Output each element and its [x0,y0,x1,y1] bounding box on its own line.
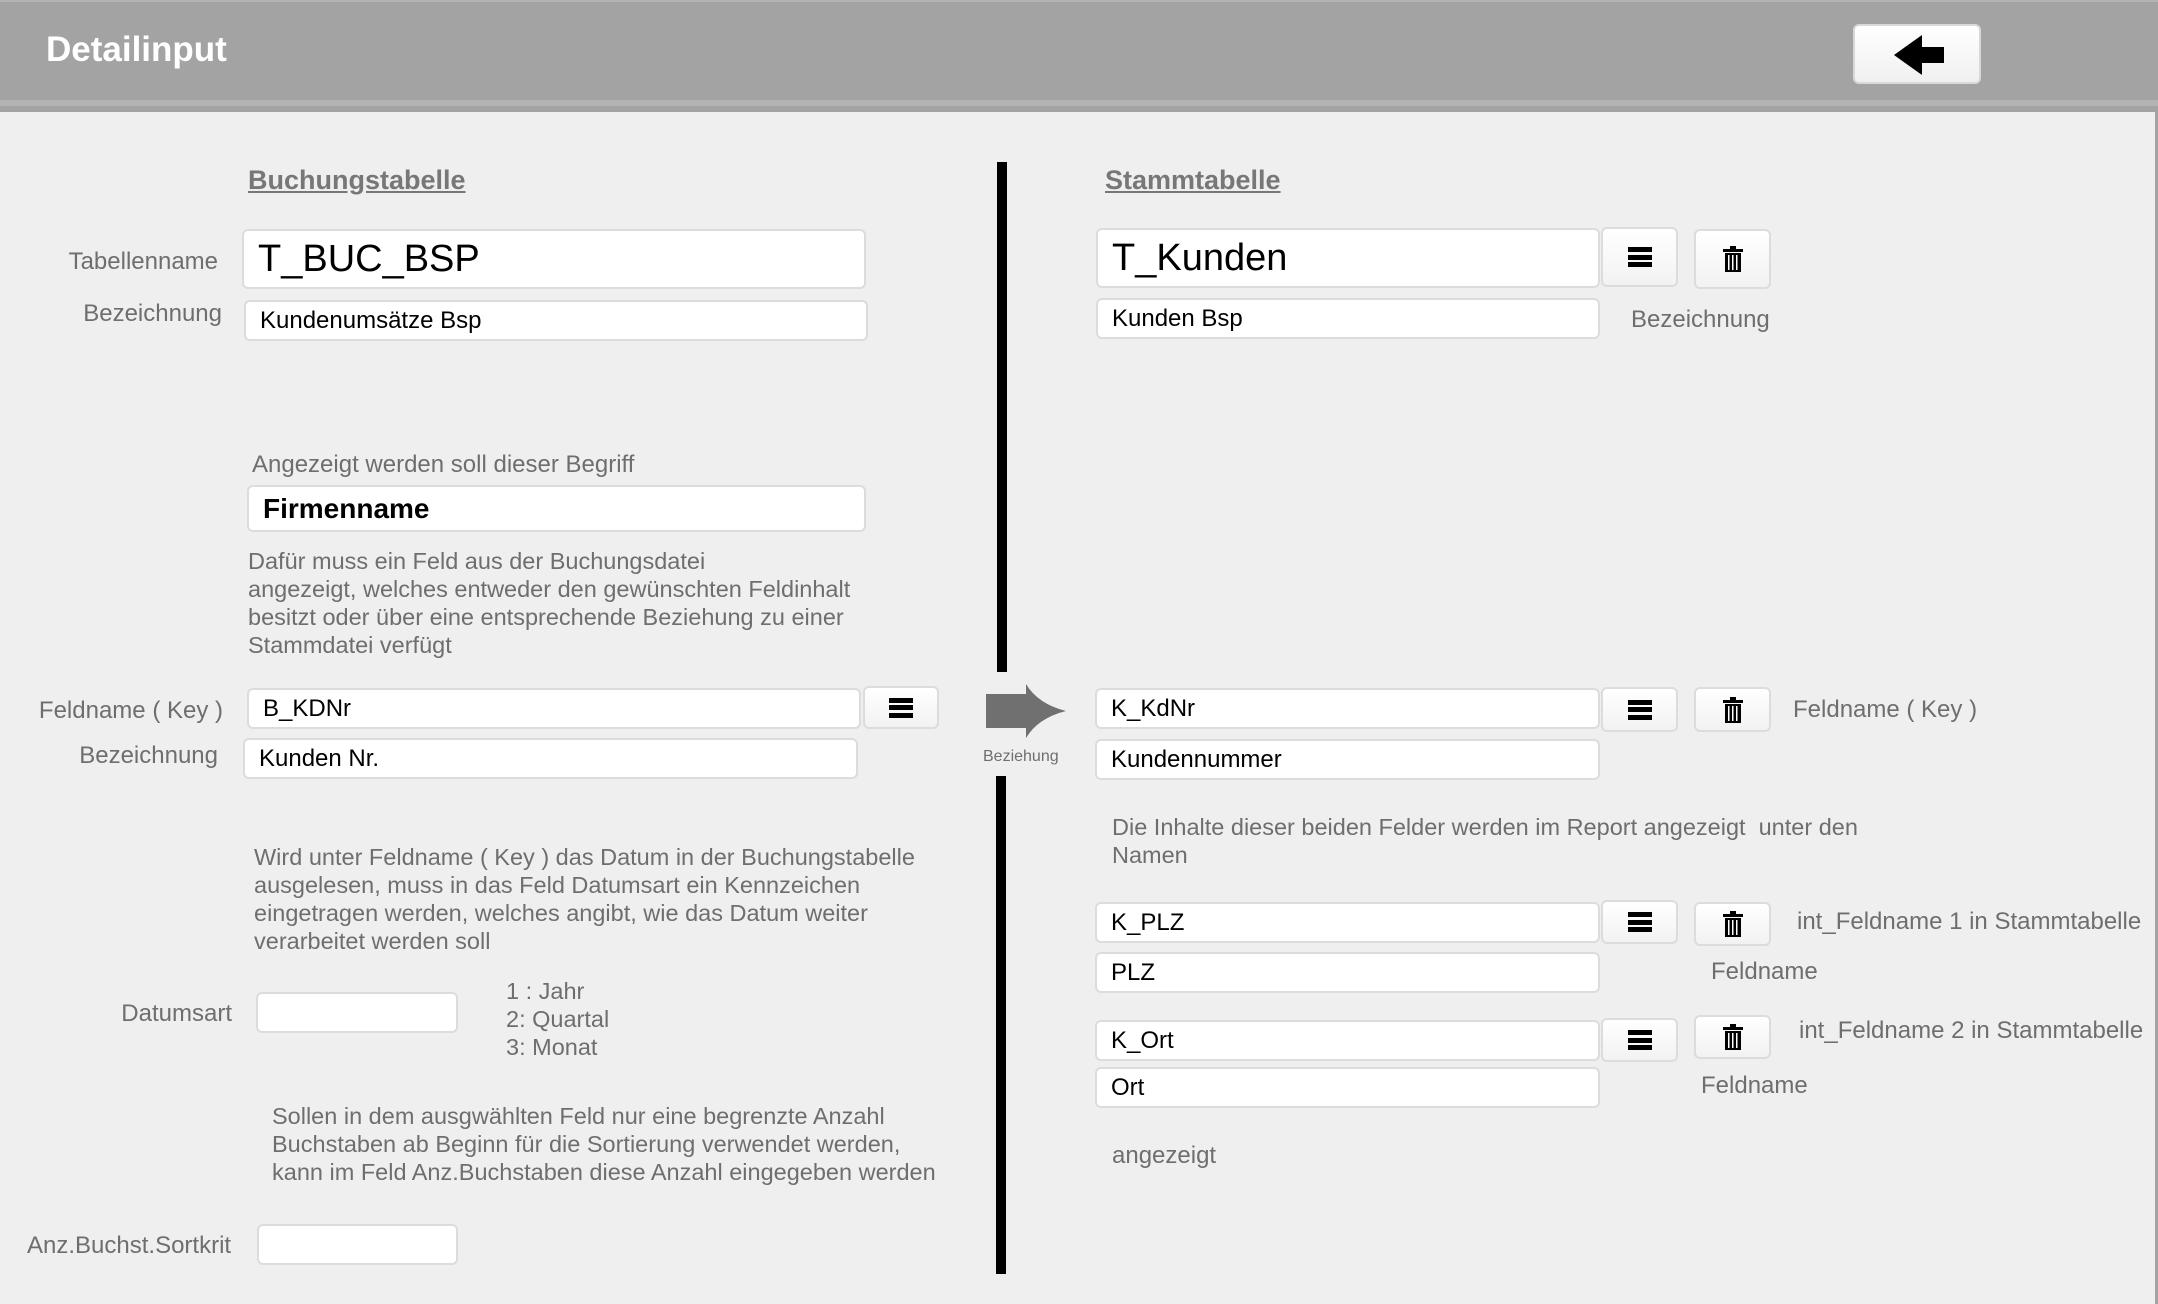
datumsart-option: 3: Monat [506,1034,598,1060]
note-line: eingetragen werden, welches angibt, wie das Datum weiter [254,900,868,926]
datumsart-options [506,977,609,1061]
list-icon [1628,912,1652,932]
key-list-button[interactable] [863,686,939,729]
note-line: Stammdatei verfügt [248,632,452,658]
relation-label: Beziehung [983,748,1059,765]
note-line: ausgelesen, muss in das Feld Datumsart ein Kennzeichen [254,872,861,898]
stamm-bezeichnung-input[interactable]: Kunden Bsp [1096,298,1600,339]
back-button[interactable] [1853,24,1981,84]
feld1-label: int_Feldname 1 in Stammtabelle [1797,908,2142,935]
stamm-tabellenname-delete-button[interactable] [1694,229,1771,289]
tabellenname-input[interactable]: T_BUC_BSP [242,229,866,289]
feld1-delete-button[interactable] [1694,902,1771,946]
key-input[interactable]: B_KDNr [247,688,861,729]
stamm-key-bezeichnung-input[interactable]: Kundennummer [1095,739,1600,780]
trash-icon [1722,1024,1744,1050]
trash-icon [1722,911,1744,937]
sort-input[interactable] [257,1224,458,1265]
feld1-name-input[interactable]: PLZ [1095,952,1600,993]
feld2-name-input[interactable]: Ort [1095,1067,1600,1108]
key-label: Feldname ( Key ) [38,697,223,724]
stamm-tabellenname-list-button[interactable] [1601,227,1678,287]
note-line: Die Inhalte dieser beiden Felder werden im Report angezeigt unter den [1112,814,1858,840]
note-line: besitzt oder über eine entsprechende Beziehung zu einer [248,604,844,630]
title-bar [0,0,2158,112]
note-line: Sollen in dem ausgwählten Feld nur eine begrenzte Anzahl [272,1103,885,1129]
bezeichnung-input[interactable]: Kundenumsätze Bsp [244,300,868,341]
angezeigt-input[interactable]: Firmenname [247,485,866,532]
datum-note [254,843,954,955]
stammtabelle-heading: Stammtabelle [1105,165,1281,195]
stamm-key-label: Feldname ( Key ) [1793,696,1978,723]
feld2-input[interactable]: K_Ort [1095,1020,1600,1061]
stamm-tabellenname-input[interactable]: T_Kunden [1096,228,1600,288]
note-line: Wird unter Feldname ( Key ) das Datum in der Buchungstabelle [254,844,915,870]
feld2-delete-button[interactable] [1694,1015,1771,1059]
key-bezeichnung-label: Bezeichnung [79,742,218,769]
sort-note [272,1102,992,1186]
tabellenname-label: Tabellenname [68,248,218,275]
datumsart-option: 1 : Jahr [506,978,585,1004]
datumsart-input[interactable] [256,992,458,1033]
feld2-list-button[interactable] [1601,1018,1678,1062]
note-line: kann im Feld Anz.Buchstaben diese Anzahl eingegeben werden [272,1159,936,1185]
feld2-name-label: Feldname [1701,1072,1808,1099]
feld1-list-button[interactable] [1601,900,1678,944]
arrow-left-icon [1894,35,1944,75]
list-icon [1628,247,1652,267]
stamm-key-list-button[interactable] [1601,687,1678,732]
angezeigt-label: Angezeigt werden soll dieser Begriff [252,451,635,478]
key-bezeichnung-input[interactable]: Kunden Nr. [243,738,858,779]
angezeigt-note [248,547,888,659]
note-line: angezeigt, welches entweder den gewünschten Feldinhalt [248,576,851,602]
relation-arrow-icon [986,684,1068,738]
stamm-key-delete-button[interactable] [1694,687,1771,732]
feld1-name-label: Feldname [1711,958,1818,985]
note-line: verarbeitet werden soll [254,928,491,954]
buchungstabelle-heading: Buchungstabelle [248,165,466,195]
angezeigt-text: angezeigt [1112,1142,1217,1169]
note-line: Buchstaben ab Beginn für die Sortierung verwendet werden, [272,1131,901,1157]
list-icon [889,698,913,718]
bezeichnung-label: Bezeichnung [83,300,222,327]
stamm-key-input[interactable]: K_KdNr [1095,688,1600,729]
divider-line-top [997,162,1007,672]
feld2-label: int_Feldname 2 in Stammtabelle [1799,1017,2144,1044]
report-note [1112,813,1932,869]
datumsart-label: Datumsart [121,1000,232,1027]
stamm-bezeichnung-label: Bezeichnung [1631,306,1770,333]
note-line: Dafür muss ein Feld aus der Buchungsdatei [248,548,706,574]
divider-line-bottom [996,776,1006,1274]
feld1-input[interactable]: K_PLZ [1095,902,1600,943]
trash-icon [1722,246,1744,272]
trash-icon [1722,697,1744,723]
datumsart-option: 2: Quartal [506,1006,610,1032]
page-title: Detailinput [46,30,227,69]
title-bar-stripe [0,100,2158,106]
list-icon [1628,700,1652,720]
note-line: Namen [1112,842,1188,868]
list-icon [1628,1030,1652,1050]
sort-label: Anz.Buchst.Sortkrit [27,1232,232,1259]
